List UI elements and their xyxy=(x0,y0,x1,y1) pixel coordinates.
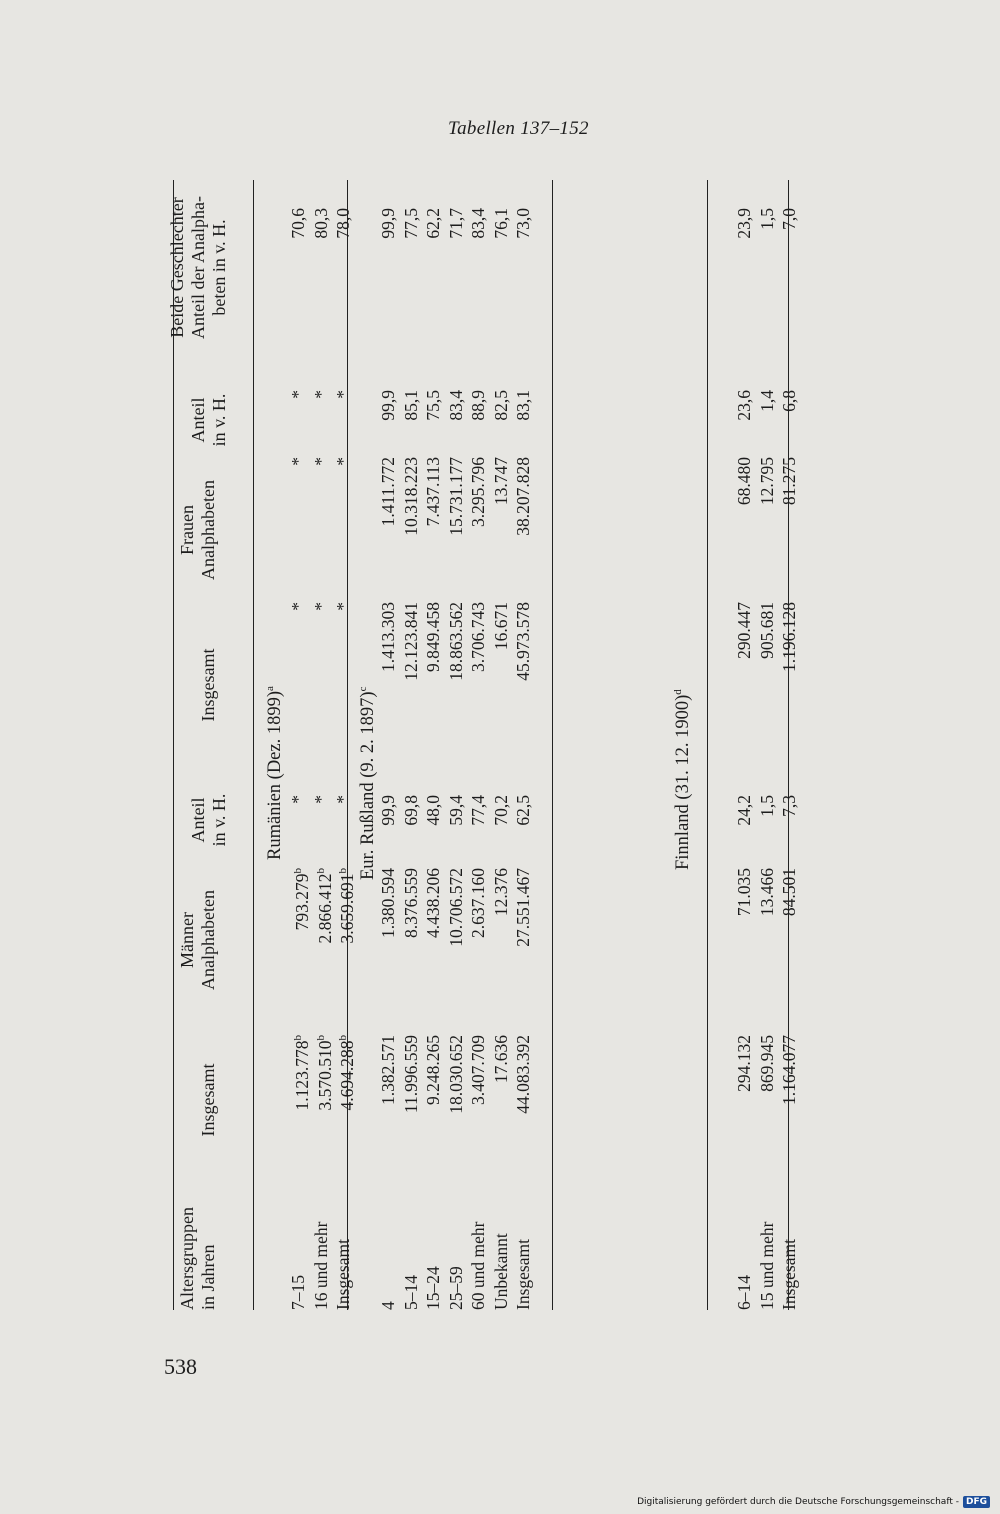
cell-women-total xyxy=(332,602,354,750)
cell-men-illit xyxy=(400,868,422,1040)
cell-value: 73,0 xyxy=(513,208,533,239)
cell-value: 69,8 xyxy=(400,795,421,826)
cell-women-total xyxy=(512,602,534,750)
cell-value: 3.570.510 xyxy=(314,1040,335,1111)
cell-both xyxy=(310,208,332,270)
cell-value: 1.123.778 xyxy=(291,1040,312,1111)
cell-men-share xyxy=(778,795,800,855)
cell-value: 8.376.559 xyxy=(400,868,421,938)
cell-value: 7.437.113 xyxy=(423,457,443,527)
cell-value: 1.380.594 xyxy=(378,868,398,938)
header-men-total: Insgesamt xyxy=(198,1063,218,1137)
cell-value: 99,9 xyxy=(378,390,398,421)
cell-value: 45.973.578 xyxy=(513,602,533,681)
header-age-line2: in Jahren xyxy=(198,1244,218,1310)
cell-value: 1,4 xyxy=(756,390,777,412)
cell-value: 17.636 xyxy=(490,1035,511,1084)
cell-men-illit xyxy=(377,868,399,1040)
cell-value: Insgesamt xyxy=(513,1239,533,1310)
section-title-russia-sup: c xyxy=(357,686,369,692)
cell-value: 88,9 xyxy=(468,390,488,421)
section-title-finland xyxy=(667,689,694,870)
cell-women-share xyxy=(400,390,422,450)
cell-men-share xyxy=(445,795,467,855)
cell-women-total xyxy=(778,602,800,750)
cell-value: * xyxy=(310,390,331,399)
cell-men-total xyxy=(377,1035,399,1200)
cell-value: 24,2 xyxy=(734,795,754,826)
cell-men-illit xyxy=(733,868,755,1040)
section-title-romania-text: Rumänien (Dez. 1899) xyxy=(265,690,286,860)
header-age-line1: Altersgruppen xyxy=(177,1207,197,1310)
section-title-romania xyxy=(259,686,286,860)
cell-men-illit xyxy=(778,868,800,1040)
cell-men-share xyxy=(422,795,444,855)
cell-value: 16 und mehr xyxy=(310,1221,331,1310)
cell-value: 85,1 xyxy=(400,390,421,421)
cell-footnote-mark: b xyxy=(314,1035,327,1041)
section-title-russia-text: Eur. Rußland (9. 2. 1897) xyxy=(358,691,379,880)
cell-women-share xyxy=(490,390,512,450)
cell-value: 9.248.265 xyxy=(423,1035,443,1105)
cell-value: 77,5 xyxy=(400,208,421,239)
cell-women-share xyxy=(467,390,489,450)
cell-value: 78,0 xyxy=(333,208,353,239)
cell-value: 23,6 xyxy=(734,390,754,421)
cell-men-total xyxy=(422,1035,444,1200)
page-number: 538 xyxy=(164,1354,197,1379)
cell-value: 10.318.223 xyxy=(400,457,421,536)
cell-value: 12.795 xyxy=(756,457,777,506)
footer-text: Digitalisierung gefördert durch die Deutsche Forschungsgemeinschaft - xyxy=(637,1497,959,1507)
cell-men-share xyxy=(756,795,778,855)
cell-value: 3.407.709 xyxy=(468,1035,488,1105)
cell-value: 3.659.691 xyxy=(336,873,357,944)
cell-value: 62,5 xyxy=(513,795,533,826)
header-women-illit: Analphabeten xyxy=(198,480,218,580)
header-both-sexes xyxy=(167,180,230,355)
cell-value: 15.731.177 xyxy=(445,457,466,536)
cell-women-share xyxy=(778,390,800,450)
cell-value: 15–24 xyxy=(423,1266,443,1310)
cell-value: 2.866.412 xyxy=(314,873,335,944)
cell-value: 793.279 xyxy=(291,873,312,931)
cell-value: 1.382.571 xyxy=(378,1035,398,1105)
cell-both xyxy=(332,208,354,270)
cell-both xyxy=(287,208,309,270)
cell-value: 13.747 xyxy=(490,457,511,506)
cell-value: 59,4 xyxy=(445,795,466,826)
header-both-line3: beten in v. H. xyxy=(209,219,229,316)
header-men-share-line1: Anteil xyxy=(188,797,208,843)
section-title-finland-text: Finnland (31. 12. 1900) xyxy=(673,694,694,870)
cell-value: 16.671 xyxy=(490,602,511,651)
cell-value: 4.438.206 xyxy=(423,868,443,938)
cell-value: 905.681 xyxy=(756,602,777,659)
cell-women-share xyxy=(733,390,755,450)
cell-value: 869.945 xyxy=(756,1035,777,1092)
header-both-line1: Beide Geschlechter xyxy=(167,197,187,338)
cell-men-total xyxy=(512,1035,534,1200)
cell-value: 70,6 xyxy=(288,208,308,239)
cell-women-illit xyxy=(490,457,512,592)
cell-value: * xyxy=(333,602,353,611)
cell-men-total xyxy=(733,1035,755,1200)
cell-value: 62,2 xyxy=(423,208,443,239)
cell-value: * xyxy=(310,795,331,804)
cell-value: 60 und mehr xyxy=(468,1221,488,1310)
cell-value: 68.480 xyxy=(734,457,754,506)
cell-women-total xyxy=(490,602,512,750)
cell-value: 82,5 xyxy=(490,390,511,421)
cell-value: 83,4 xyxy=(468,208,488,239)
cell-men-share xyxy=(377,795,399,855)
cell-value: 7,3 xyxy=(779,795,799,817)
cell-value: 11.996.559 xyxy=(400,1035,421,1114)
cell-men-share xyxy=(400,795,422,855)
cell-value: 83,4 xyxy=(445,390,466,421)
cell-value: * xyxy=(310,602,331,611)
cell-value: Unbekannt xyxy=(490,1233,511,1310)
cell-both xyxy=(377,208,399,270)
cell-value: 23,9 xyxy=(734,208,754,239)
cell-women-total xyxy=(467,602,489,750)
cell-value: 27.551.467 xyxy=(513,868,533,947)
cell-women-share xyxy=(512,390,534,450)
cell-men-total xyxy=(467,1035,489,1200)
cell-value: 71.035 xyxy=(734,868,754,917)
cell-value: 1.411.772 xyxy=(378,457,398,527)
cell-value: 77,4 xyxy=(468,795,488,826)
cell-women-share xyxy=(332,390,354,450)
cell-value: 84.501 xyxy=(779,868,799,917)
header-both-line2: Anteil der Analpha- xyxy=(188,196,208,339)
cell-both xyxy=(733,208,755,270)
cell-value: * xyxy=(288,390,308,399)
section-rule-2 xyxy=(552,180,553,1310)
section-title-finland-sup: d xyxy=(672,689,684,695)
cell-value: 4 xyxy=(378,1301,398,1310)
cell-value: 25–59 xyxy=(445,1266,466,1310)
cell-value: 48,0 xyxy=(423,795,443,826)
cell-value: * xyxy=(288,795,308,804)
cell-value: 294.132 xyxy=(734,1035,754,1092)
cell-value: 1,5 xyxy=(756,208,777,230)
header-men-illit: Analphabeten xyxy=(198,890,218,990)
cell-value: 1.196.128 xyxy=(779,602,799,672)
cell-footnote-mark: b xyxy=(292,1035,304,1041)
cell-value: * xyxy=(288,457,308,466)
cell-value: 9.849.458 xyxy=(423,602,443,672)
cell-footnote-mark: b xyxy=(292,868,304,874)
cell-women-share xyxy=(377,390,399,450)
section-title-russia xyxy=(352,687,379,880)
cell-women-total xyxy=(377,602,399,750)
cell-value: 3.295.796 xyxy=(468,457,488,527)
cell-women-illit xyxy=(467,457,489,592)
cell-women-illit xyxy=(422,457,444,592)
cell-women-total xyxy=(756,602,778,750)
cell-women-total xyxy=(445,602,467,750)
cell-both xyxy=(756,208,778,270)
cell-value: 71,7 xyxy=(445,208,466,239)
cell-men-illit xyxy=(332,868,358,1040)
cell-women-illit xyxy=(445,457,467,592)
cell-women-illit xyxy=(310,457,332,592)
cell-men-total xyxy=(445,1035,467,1200)
cell-both xyxy=(422,208,444,270)
running-head: Tabellen 137–152 xyxy=(448,118,589,139)
cell-value: 38.207.828 xyxy=(513,457,533,536)
header-age xyxy=(177,1207,219,1310)
cell-value: 76,1 xyxy=(490,208,511,239)
header-women-share-line2: in v. H. xyxy=(209,393,229,447)
header-women-label: Frauen xyxy=(177,505,197,555)
literacy-table xyxy=(155,180,810,1310)
cell-value: 1.164.077 xyxy=(779,1035,799,1105)
cell-women-total xyxy=(287,602,309,750)
cell-value: 3.706.743 xyxy=(468,602,488,672)
cell-value: Insgesamt xyxy=(779,1239,799,1310)
cell-value: 18.030.652 xyxy=(445,1035,466,1114)
cell-value: 6,8 xyxy=(779,390,799,412)
header-men-label: Männer xyxy=(177,912,197,968)
table-bottom-rule xyxy=(788,180,789,1310)
cell-value: 75,5 xyxy=(423,390,443,421)
cell-men-share xyxy=(310,795,332,855)
section-rule-3 xyxy=(707,180,708,1310)
cell-women-total xyxy=(400,602,422,750)
cell-value: 290.447 xyxy=(734,602,754,659)
cell-men-illit xyxy=(490,868,512,1040)
cell-value: 7,0 xyxy=(779,208,799,230)
cell-men-illit xyxy=(467,868,489,1040)
cell-both xyxy=(490,208,512,270)
cell-women-illit xyxy=(778,457,800,592)
cell-men-total xyxy=(778,1035,800,1200)
cell-women-share xyxy=(445,390,467,450)
cell-value: 1.413.303 xyxy=(378,602,398,672)
cell-men-total xyxy=(490,1035,512,1200)
cell-value: * xyxy=(333,457,353,466)
cell-women-total xyxy=(422,602,444,750)
cell-women-illit xyxy=(287,457,309,592)
cell-value: 2.637.160 xyxy=(468,868,488,938)
cell-value: 1,5 xyxy=(756,795,777,817)
dfg-logo-icon: DFG xyxy=(963,1496,990,1508)
cell-women-total xyxy=(733,602,755,750)
cell-men-illit xyxy=(512,868,534,1040)
cell-men-share xyxy=(467,795,489,855)
cell-value: * xyxy=(333,795,353,804)
cell-value: 12.376 xyxy=(490,868,511,917)
cell-value: 5–14 xyxy=(400,1275,421,1310)
cell-value: 10.706.572 xyxy=(445,868,466,947)
cell-value: 80,3 xyxy=(310,208,331,239)
header-men-share xyxy=(188,785,230,855)
cell-men-illit xyxy=(756,868,778,1040)
cell-men-share xyxy=(490,795,512,855)
cell-value: 7–15 xyxy=(288,1275,308,1310)
cell-both xyxy=(400,208,422,270)
cell-value: 83,1 xyxy=(513,390,533,421)
cell-women-illit xyxy=(377,457,399,592)
header-men-group xyxy=(177,870,219,1010)
cell-value: Insgesamt xyxy=(333,1239,353,1310)
cell-women-illit xyxy=(400,457,422,592)
cell-men-share xyxy=(733,795,755,855)
footer xyxy=(637,1496,990,1508)
cell-men-share xyxy=(512,795,534,855)
cell-both xyxy=(467,208,489,270)
cell-both xyxy=(778,208,800,270)
cell-value: 13.466 xyxy=(756,868,777,917)
cell-value: 99,9 xyxy=(378,208,398,239)
header-women-share-line1: Anteil xyxy=(188,397,208,443)
cell-value: * xyxy=(288,602,308,611)
cell-value: 99,9 xyxy=(378,795,398,826)
cell-men-total xyxy=(756,1035,778,1200)
cell-footnote-mark: b xyxy=(337,1035,349,1041)
cell-men-share xyxy=(287,795,309,855)
cell-women-share xyxy=(756,390,778,450)
cell-women-share xyxy=(422,390,444,450)
cell-value: 44.083.392 xyxy=(513,1035,533,1114)
cell-women-share xyxy=(287,390,309,450)
header-rule xyxy=(253,180,254,1310)
cell-women-illit xyxy=(512,457,534,592)
cell-value: 81.275 xyxy=(779,457,799,506)
cell-value: 12.123.841 xyxy=(400,602,421,681)
cell-women-illit xyxy=(332,457,354,592)
header-men-share-line2: in v. H. xyxy=(209,793,229,847)
cell-value: * xyxy=(333,390,353,399)
cell-value: 6–14 xyxy=(734,1275,754,1310)
cell-women-illit xyxy=(756,457,778,592)
cell-women-illit xyxy=(733,457,755,592)
cell-men-illit xyxy=(422,868,444,1040)
cell-both xyxy=(445,208,467,270)
cell-value: 15 und mehr xyxy=(756,1221,777,1310)
cell-value: 70,2 xyxy=(490,795,511,826)
header-women-share xyxy=(188,385,230,455)
cell-value: 4.694.288 xyxy=(336,1040,357,1111)
header-women-total: Insgesamt xyxy=(198,648,218,722)
cell-footnote-mark: b xyxy=(314,868,327,874)
cell-footnote-mark: b xyxy=(337,868,349,874)
cell-men-total xyxy=(400,1035,422,1200)
section-title-romania-sup: a xyxy=(264,686,276,691)
cell-men-total xyxy=(332,1035,358,1200)
cell-both xyxy=(512,208,534,270)
cell-men-illit xyxy=(445,868,467,1040)
cell-value: 18.863.562 xyxy=(445,602,466,681)
cell-women-total xyxy=(310,602,332,750)
cell-men-share xyxy=(332,795,354,855)
cell-women-share xyxy=(310,390,332,450)
cell-value: * xyxy=(310,457,331,466)
header-women-group xyxy=(177,460,219,600)
